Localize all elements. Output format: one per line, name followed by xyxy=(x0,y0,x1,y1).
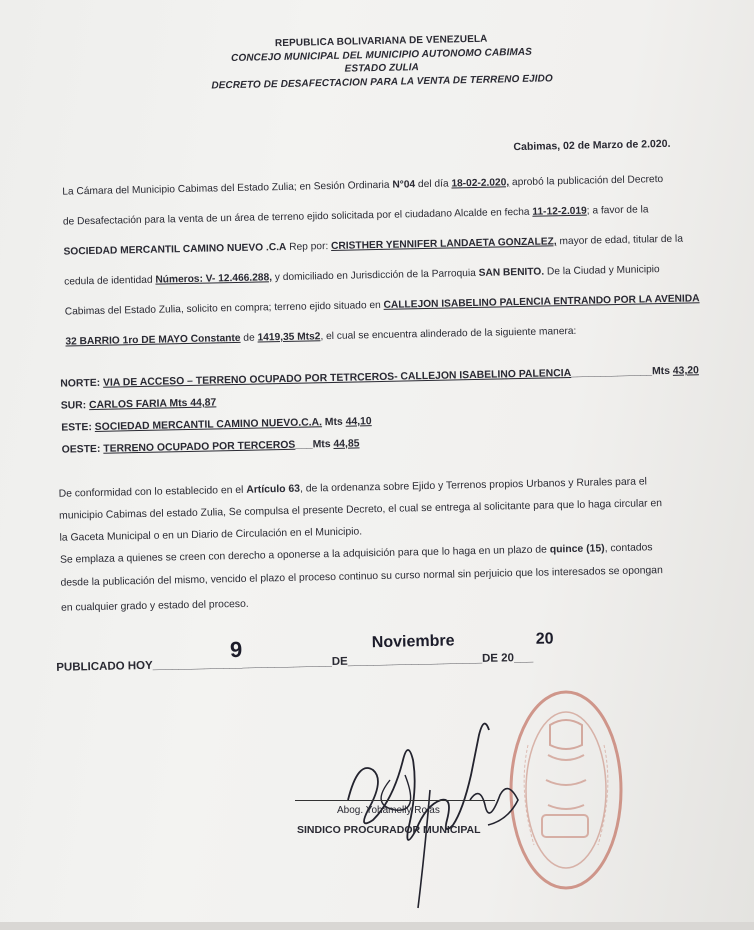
blank-line: _____________________ xyxy=(347,652,483,668)
body-line-6 xyxy=(65,323,715,348)
body-text: La Cámara del Municipio Cabimas del Estado Zulia; en Sesión Ordinaria xyxy=(62,179,393,198)
signatory-name: Abog. Yohamelly Rojas xyxy=(337,805,440,816)
boundary-unit: Mts xyxy=(312,438,334,451)
body-line-1 xyxy=(62,173,712,198)
closing-line-3: la Gaceta Municipal o en un Diario de Circulación en el Municipio. xyxy=(59,526,363,544)
boundary-desc: SOCIEDAD MERCANTIL CAMINO NUEVO.C.A. xyxy=(94,417,323,433)
land-location: CALLEJON ISABELINO PALENCIA ENTRANDO POR LA AVENIDA xyxy=(383,293,700,311)
body-text: , el cual se encuentra alinderado de la siguiente manera: xyxy=(320,325,577,343)
closing-line-5: desde la publicación del mismo, vencido el plazo el proceso continuo su curso normal sin perjuicio que los interesados se opongan xyxy=(60,565,663,589)
request-date: 11-12-2.019 xyxy=(532,205,587,218)
body-text: de Desafectación para la venta de un área de terreno ejido solicitada por el ciudadano Alcalde en fecha xyxy=(62,206,533,228)
boundary-desc: CARLOS FARIA Mts 44,87 xyxy=(88,397,217,412)
boundary-unit: Mts xyxy=(651,365,673,378)
blank-line: ____________________________ xyxy=(152,656,332,672)
body-text: y domiciliado en Jurisdicción de la Parroquia xyxy=(271,267,479,284)
closing-line-6: en cualquier grado y estado del proceso. xyxy=(60,598,249,614)
body-text: De la Ciudad y Municipio xyxy=(544,264,660,278)
boundary-desc: TERRENO OCUPADO POR TERCEROS xyxy=(103,439,296,455)
published-day: 9 xyxy=(229,636,243,663)
boundary-value: 44,10 xyxy=(345,416,372,428)
closing-line-4 xyxy=(60,541,730,566)
boundary-east xyxy=(61,416,372,433)
header-council: CONCEJO MUNICIPAL DEL MUNICIPIO AUTONOMO CABIMAS xyxy=(230,46,533,65)
blank-line: ______________ xyxy=(571,366,653,379)
body-text: Rep por: xyxy=(286,240,332,253)
blank-line: ___ xyxy=(295,439,313,451)
boundary-label: NORTE: xyxy=(60,377,104,390)
published-year: 20 xyxy=(535,630,554,648)
article-ref: Artículo 63 xyxy=(246,483,301,496)
signature-line xyxy=(295,800,495,801)
header-republic: REPUBLICA BOLIVARIANA DE VENEZUELA xyxy=(274,33,488,50)
published-row xyxy=(56,652,533,674)
boundary-value: 44,85 xyxy=(333,438,360,450)
body-text: mayor de edad, titular de la xyxy=(556,233,684,248)
document-date: Cabimas, 02 de Marzo de 2.020. xyxy=(513,137,671,154)
closing-line-1 xyxy=(59,475,729,500)
boundary-label: ESTE: xyxy=(61,421,95,434)
closing-line-2: municipio Cabimas del estado Zulia, Se compulsa el presente Decreto, el cual se entrega al solicitante para que lo haga circular en xyxy=(58,498,663,522)
body-text: Cabimas del Estado Zulia, solicito en compra; terreno ejido situado en xyxy=(64,299,384,318)
body-text: De conformidad con lo establecido en el xyxy=(58,484,247,500)
body-text: de xyxy=(240,332,258,344)
body-text: del día xyxy=(415,178,452,191)
body-text: , de la ordenanza sobre Ejido y Terrenos propios Urbanos y Rurales para el xyxy=(299,476,648,495)
boundary-desc: VIA DE ACCESO – TERRENO OCUPADO POR TETRCEROS- CALLEJON ISABELINO PALENCIA xyxy=(102,367,572,389)
land-location-cont: 32 BARRIO 1ro DE MAYO Constante xyxy=(65,332,241,348)
published-label: PUBLICADO HOY xyxy=(56,659,153,674)
header-decree-title: DECRETO DE DESAFECTACION PARA LA VENTA DE TERRENO EJIDO xyxy=(211,73,553,92)
term-days: quince (15) xyxy=(549,543,605,556)
published-month: Noviembre xyxy=(371,632,455,652)
body-line-2 xyxy=(63,203,713,228)
body-text: aprobó la publicación del Decreto xyxy=(509,174,664,189)
body-text: Se emplaza a quienes se creen con derecho a oponerse a la adquisición para que lo haga en un plazo de xyxy=(59,544,550,566)
body-text: cedula de identidad xyxy=(64,274,156,288)
blank-line: ___ xyxy=(513,651,534,665)
body-text: ; a favor de la xyxy=(586,204,649,217)
published-de: DE xyxy=(331,655,348,669)
session-number: N°04 xyxy=(392,179,416,191)
boundary-label: SUR: xyxy=(60,400,90,412)
id-number: Números: V- 12.466.288, xyxy=(155,272,273,286)
boundary-south xyxy=(61,397,217,411)
boundary-label: OESTE: xyxy=(61,443,104,456)
company-name: SOCIEDAD MERCANTIL CAMINO NUEVO .C.A xyxy=(63,241,287,258)
boundary-north xyxy=(60,365,699,389)
body-line-3 xyxy=(63,233,713,258)
session-date: 18-02-2.020, xyxy=(451,177,510,190)
body-line-4 xyxy=(64,263,714,288)
header-state: ESTADO ZULIA xyxy=(344,62,420,75)
boundary-unit: Mts xyxy=(321,416,346,429)
signatory-role: SINDICO PROCURADOR MUNICIPAL xyxy=(297,824,481,836)
published-de-year: DE 20 xyxy=(481,652,515,665)
body-line-5 xyxy=(65,293,715,318)
boundary-west xyxy=(62,438,360,455)
boundary-value: 43,20 xyxy=(672,365,699,377)
land-area: 1419,35 Mts2 xyxy=(257,331,321,344)
body-text: , contados xyxy=(604,542,653,555)
representative-name: CRISTHER YENNIFER LANDAETA GONZALEZ, xyxy=(330,236,557,252)
parish-name: SAN BENITO. xyxy=(478,266,545,279)
